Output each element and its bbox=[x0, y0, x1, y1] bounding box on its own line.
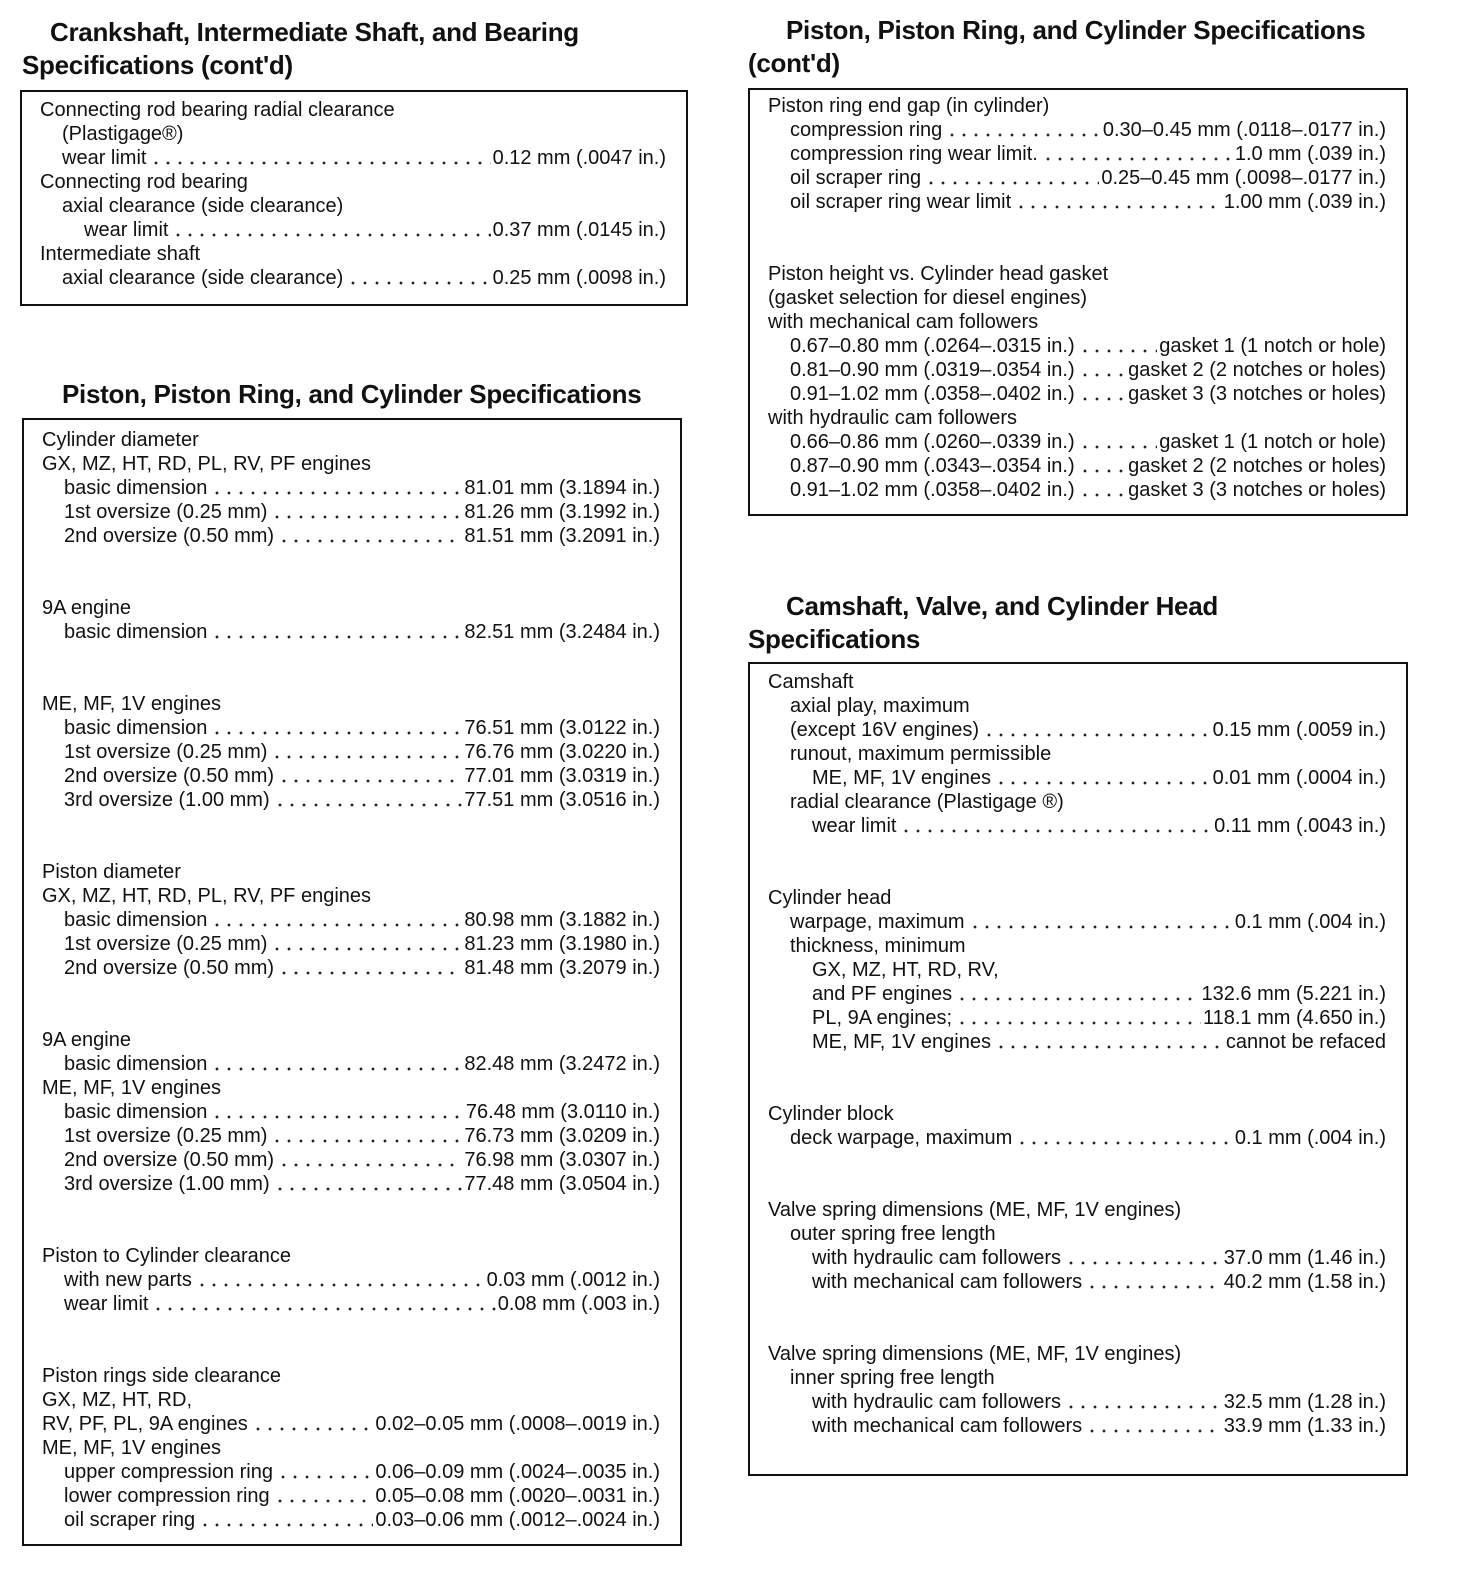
spec-value: 1.00 mm (.039 in.) bbox=[1223, 191, 1386, 213]
leader-dots bbox=[271, 947, 462, 951]
leader-dots bbox=[271, 515, 462, 519]
leader-dots bbox=[900, 829, 1212, 833]
spec-label: GX, MZ, HT, RD, PL, RV, PF engines bbox=[42, 453, 372, 475]
spec-row bbox=[768, 142, 1386, 166]
spec-label: basic dimension bbox=[64, 1053, 208, 1075]
spec-label: wear limit bbox=[64, 1293, 149, 1315]
leader-dots bbox=[199, 1523, 373, 1527]
spec-value: 0.1 mm (.004 in.) bbox=[1234, 1127, 1386, 1149]
spec-row bbox=[768, 1126, 1386, 1150]
spec-row bbox=[40, 98, 666, 122]
leader-dots bbox=[252, 1427, 374, 1431]
spec-label: ME, MF, 1V engines bbox=[812, 767, 991, 789]
spec-row bbox=[42, 1436, 660, 1460]
spec-row bbox=[768, 406, 1386, 430]
spec-label: wear limit bbox=[84, 219, 169, 241]
leader-dots bbox=[995, 781, 1211, 785]
spec-row bbox=[42, 1028, 660, 1052]
spec-label: inner spring free length bbox=[790, 1367, 995, 1389]
spec-value: gasket 1 (1 notch or hole) bbox=[1159, 335, 1386, 357]
right-top-title-line1: Piston, Piston Ring, and Cylinder Specifications bbox=[786, 15, 1366, 45]
spec-label: 9A engine bbox=[42, 1029, 131, 1051]
right-main-title bbox=[748, 590, 1218, 656]
spec-value: 0.12 mm (.0047 in.) bbox=[492, 147, 666, 169]
spec-label: Cylinder head bbox=[768, 887, 892, 909]
spec-row bbox=[768, 286, 1386, 310]
spec-row bbox=[768, 1102, 1386, 1126]
leader-dots bbox=[278, 1163, 462, 1167]
leader-dots bbox=[1079, 397, 1126, 401]
spec-value: 82.51 mm (3.2484 in.) bbox=[464, 621, 660, 643]
leader-dots bbox=[347, 281, 490, 285]
leader-dots bbox=[277, 1475, 373, 1479]
leader-dots bbox=[1079, 469, 1126, 473]
spec-label: radial clearance (Plastigage ®) bbox=[790, 791, 1064, 813]
leader-dots bbox=[211, 731, 462, 735]
spec-row bbox=[768, 982, 1386, 1006]
piston-spec-box bbox=[22, 418, 682, 1546]
spec-row bbox=[42, 1076, 660, 1100]
spec-label: oil scraper ring bbox=[790, 167, 922, 189]
spec-row bbox=[42, 1052, 660, 1076]
leader-dots bbox=[152, 1307, 495, 1311]
spec-label: lower compression ring bbox=[64, 1485, 270, 1507]
spec-value: 81.26 mm (3.1992 in.) bbox=[464, 501, 660, 523]
leader-dots bbox=[211, 1067, 462, 1071]
spec-row bbox=[42, 716, 660, 740]
spec-row bbox=[42, 1244, 660, 1268]
spec-value: 76.73 mm (3.0209 in.) bbox=[464, 1125, 660, 1147]
leader-dots bbox=[956, 997, 1199, 1001]
spec-label: wear limit bbox=[812, 815, 897, 837]
spec-label: 0.91–1.02 mm (.0358–.0402 in.) bbox=[790, 383, 1075, 405]
spec-value: 76.51 mm (3.0122 in.) bbox=[464, 717, 660, 739]
leader-dots bbox=[1079, 445, 1158, 449]
spec-row bbox=[768, 310, 1386, 334]
spec-row bbox=[768, 1270, 1386, 1294]
spec-label: ME, MF, 1V engines bbox=[812, 1031, 991, 1053]
leader-dots bbox=[274, 1187, 463, 1191]
piston-ring-spec-box bbox=[748, 88, 1408, 516]
left-top-title bbox=[22, 16, 579, 82]
leader-dots bbox=[1065, 1261, 1222, 1265]
leader-dots bbox=[278, 779, 462, 783]
spec-value: 0.37 mm (.0145 in.) bbox=[492, 219, 666, 241]
leader-dots bbox=[172, 233, 490, 237]
spec-label: axial clearance (side clearance) bbox=[62, 267, 344, 289]
spec-label: basic dimension bbox=[64, 717, 208, 739]
leader-dots bbox=[925, 181, 1099, 185]
spec-row bbox=[42, 1388, 660, 1412]
spec-row bbox=[768, 454, 1386, 478]
spec-label: with hydraulic cam followers bbox=[812, 1247, 1061, 1269]
left-main-title-text: Piston, Piston Ring, and Cylinder Specifications bbox=[62, 379, 642, 409]
spec-label: 0.87–0.90 mm (.0343–.0354 in.) bbox=[790, 455, 1075, 477]
spec-row bbox=[768, 1006, 1386, 1030]
spec-row bbox=[40, 242, 666, 266]
spec-value: 81.48 mm (3.2079 in.) bbox=[464, 957, 660, 979]
spec-value: gasket 1 (1 notch or hole) bbox=[1159, 431, 1386, 453]
leader-dots bbox=[1086, 1285, 1222, 1289]
spec-label: with mechanical cam followers bbox=[812, 1271, 1083, 1293]
spec-label: deck warpage, maximum bbox=[790, 1127, 1013, 1149]
spec-value: 0.11 mm (.0043 in.) bbox=[1214, 815, 1386, 837]
spec-label: 2nd oversize (0.50 mm) bbox=[64, 1149, 275, 1171]
leader-dots bbox=[1015, 205, 1222, 209]
spec-row bbox=[40, 194, 666, 218]
spec-row bbox=[42, 1508, 660, 1532]
spec-label: (gasket selection for diesel engines) bbox=[768, 287, 1088, 309]
spec-row bbox=[768, 886, 1386, 910]
spec-label: 3rd oversize (1.00 mm) bbox=[64, 1173, 270, 1195]
leader-dots bbox=[271, 755, 462, 759]
spec-label: 9A engine bbox=[42, 597, 131, 619]
spec-value: 77.01 mm (3.0319 in.) bbox=[464, 765, 660, 787]
spec-row bbox=[42, 1148, 660, 1172]
spec-row bbox=[42, 860, 660, 884]
spec-row bbox=[42, 764, 660, 788]
spec-label: Valve spring dimensions (ME, MF, 1V engines) bbox=[768, 1343, 1182, 1365]
spec-label: GX, MZ, HT, RD, bbox=[42, 1389, 192, 1411]
spec-label: thickness, minimum bbox=[790, 935, 966, 957]
spec-row bbox=[42, 1364, 660, 1388]
spec-label: Piston rings side clearance bbox=[42, 1365, 282, 1387]
spec-value: cannot be refaced bbox=[1225, 1031, 1386, 1053]
spec-row bbox=[40, 266, 666, 290]
spec-value: 76.48 mm (3.0110 in.) bbox=[465, 1101, 660, 1123]
left-top-title-line1: Crankshaft, Intermediate Shaft, and Bearing bbox=[50, 17, 579, 47]
leader-dots bbox=[211, 635, 462, 639]
spec-value: 81.23 mm (3.1980 in.) bbox=[464, 933, 660, 955]
spec-row bbox=[768, 670, 1386, 694]
spec-value: 82.48 mm (3.2472 in.) bbox=[464, 1053, 660, 1075]
left-top-title-line2: Specifications (cont'd) bbox=[22, 50, 293, 80]
spec-row bbox=[42, 1460, 660, 1484]
spec-label: basic dimension bbox=[64, 1101, 208, 1123]
spec-value: 0.25 mm (.0098 in.) bbox=[492, 267, 666, 289]
spec-value: gasket 3 (3 notches or holes) bbox=[1128, 383, 1386, 405]
spec-row bbox=[40, 122, 666, 146]
spec-label: and PF engines bbox=[812, 983, 953, 1005]
spec-value: 118.1 mm (4.650 in.) bbox=[1202, 1007, 1386, 1029]
spec-row bbox=[42, 1484, 660, 1508]
spec-row bbox=[768, 718, 1386, 742]
spec-label: 1st oversize (0.25 mm) bbox=[64, 501, 268, 523]
spec-value: 77.51 mm (3.0516 in.) bbox=[464, 789, 660, 811]
spec-row bbox=[768, 1198, 1386, 1222]
spec-label: Camshaft bbox=[768, 671, 854, 693]
leader-dots bbox=[196, 1283, 485, 1287]
leader-dots bbox=[271, 1139, 462, 1143]
spec-row bbox=[768, 478, 1386, 502]
spec-label: (except 16V engines) bbox=[790, 719, 980, 741]
spec-row bbox=[768, 118, 1386, 142]
spec-label: Connecting rod bearing radial clearance bbox=[40, 99, 395, 121]
right-top-title bbox=[748, 14, 1365, 80]
spec-value: 32.5 mm (1.28 in.) bbox=[1223, 1391, 1386, 1413]
spec-row bbox=[42, 452, 660, 476]
spec-label: 0.67–0.80 mm (.0264–.0315 in.) bbox=[790, 335, 1075, 357]
spec-row bbox=[42, 620, 660, 644]
spec-row bbox=[768, 166, 1386, 190]
spec-row bbox=[768, 766, 1386, 790]
spec-row bbox=[42, 1268, 660, 1292]
spec-row bbox=[42, 1172, 660, 1196]
leader-dots bbox=[211, 491, 462, 495]
spec-label: Connecting rod bearing bbox=[40, 171, 248, 193]
spec-label: GX, MZ, HT, RD, RV, bbox=[812, 959, 999, 981]
spec-label: Piston height vs. Cylinder head gasket bbox=[768, 263, 1109, 285]
spec-value: 0.05–0.08 mm (.0020–.0031 in.) bbox=[375, 1485, 660, 1507]
spec-row bbox=[768, 190, 1386, 214]
leader-dots bbox=[983, 733, 1211, 737]
leader-dots bbox=[956, 1021, 1201, 1025]
spec-label: Cylinder block bbox=[768, 1103, 894, 1125]
spec-label: 1st oversize (0.25 mm) bbox=[64, 933, 268, 955]
spec-row bbox=[42, 788, 660, 812]
spec-label: 0.91–1.02 mm (.0358–.0402 in.) bbox=[790, 479, 1075, 501]
spec-row bbox=[768, 1030, 1386, 1054]
spec-row bbox=[768, 358, 1386, 382]
spec-label: compression ring wear limit. bbox=[790, 143, 1038, 165]
spec-row bbox=[768, 934, 1386, 958]
spec-row bbox=[768, 262, 1386, 286]
spec-row bbox=[768, 814, 1386, 838]
spec-value: 40.2 mm (1.58 in.) bbox=[1223, 1271, 1386, 1293]
spec-value: 0.25–0.45 mm (.0098–.0177 in.) bbox=[1101, 167, 1386, 189]
spec-row bbox=[42, 596, 660, 620]
spec-row bbox=[768, 958, 1386, 982]
spec-label: 2nd oversize (0.50 mm) bbox=[64, 525, 275, 547]
spec-label: Piston to Cylinder clearance bbox=[42, 1245, 292, 1267]
spec-row bbox=[768, 694, 1386, 718]
spec-label: Valve spring dimensions (ME, MF, 1V engines) bbox=[768, 1199, 1182, 1221]
spec-row bbox=[42, 908, 660, 932]
spec-label: Intermediate shaft bbox=[40, 243, 201, 265]
spec-value: 1.0 mm (.039 in.) bbox=[1234, 143, 1386, 165]
spec-label: PL, 9A engines; bbox=[812, 1007, 953, 1029]
spec-label: runout, maximum permissible bbox=[790, 743, 1052, 765]
leader-dots bbox=[969, 925, 1233, 929]
spec-value: 0.08 mm (.003 in.) bbox=[497, 1293, 660, 1315]
spec-value: 81.01 mm (3.1894 in.) bbox=[464, 477, 660, 499]
spec-value: 80.98 mm (3.1882 in.) bbox=[464, 909, 660, 931]
spec-label: 1st oversize (0.25 mm) bbox=[64, 741, 268, 763]
leader-dots bbox=[1079, 493, 1126, 497]
spec-value: 76.76 mm (3.0220 in.) bbox=[464, 741, 660, 763]
spec-value: 132.6 mm (5.221 in.) bbox=[1201, 983, 1386, 1005]
spec-label: compression ring bbox=[790, 119, 943, 141]
leader-dots bbox=[274, 1499, 374, 1503]
spec-row bbox=[42, 500, 660, 524]
spec-row bbox=[40, 146, 666, 170]
spec-label: with mechanical cam followers bbox=[812, 1415, 1083, 1437]
spec-value: 81.51 mm (3.2091 in.) bbox=[464, 525, 660, 547]
spec-row bbox=[42, 932, 660, 956]
spec-row bbox=[768, 382, 1386, 406]
spec-row bbox=[42, 524, 660, 548]
spec-row bbox=[42, 692, 660, 716]
right-main-title-line1: Camshaft, Valve, and Cylinder Head bbox=[786, 591, 1218, 621]
spec-value: gasket 2 (2 notches or holes) bbox=[1128, 359, 1386, 381]
spec-value: 76.98 mm (3.0307 in.) bbox=[464, 1149, 660, 1171]
spec-value: 33.9 mm (1.33 in.) bbox=[1223, 1415, 1386, 1437]
spec-row bbox=[768, 430, 1386, 454]
spec-label: with hydraulic cam followers bbox=[768, 407, 1017, 429]
spec-value: gasket 3 (3 notches or holes) bbox=[1128, 479, 1386, 501]
spec-label: 2nd oversize (0.50 mm) bbox=[64, 765, 275, 787]
spec-row bbox=[768, 790, 1386, 814]
spec-value: 0.30–0.45 mm (.0118–.0177 in.) bbox=[1102, 119, 1386, 141]
left-main-title bbox=[62, 378, 641, 411]
spec-row bbox=[768, 1222, 1386, 1246]
leader-dots bbox=[1079, 373, 1126, 377]
spec-label: 2nd oversize (0.50 mm) bbox=[64, 957, 275, 979]
spec-label: GX, MZ, HT, RD, PL, RV, PF engines bbox=[42, 885, 372, 907]
spec-value: 37.0 mm (1.46 in.) bbox=[1223, 1247, 1386, 1269]
leader-dots bbox=[278, 971, 462, 975]
spec-label: ME, MF, 1V engines bbox=[42, 1437, 221, 1459]
leader-dots bbox=[278, 539, 462, 543]
spec-label: RV, PF, PL, 9A engines bbox=[42, 1413, 248, 1435]
camshaft-spec-box bbox=[748, 662, 1408, 1476]
spec-label: with mechanical cam followers bbox=[768, 311, 1039, 333]
leader-dots bbox=[211, 923, 462, 927]
leader-dots bbox=[211, 1115, 463, 1119]
spec-label: basic dimension bbox=[64, 477, 208, 499]
spec-label: axial clearance (side clearance) bbox=[62, 195, 344, 217]
spec-label: with hydraulic cam followers bbox=[812, 1391, 1061, 1413]
spec-label: ME, MF, 1V engines bbox=[42, 693, 221, 715]
spec-label: 0.66–0.86 mm (.0260–.0339 in.) bbox=[790, 431, 1075, 453]
spec-row bbox=[42, 740, 660, 764]
spec-row bbox=[768, 1366, 1386, 1390]
spec-value: 0.03–0.06 mm (.0012–.0024 in.) bbox=[375, 1509, 660, 1531]
spec-label: basic dimension bbox=[64, 621, 208, 643]
spec-row bbox=[768, 1390, 1386, 1414]
spec-value: 0.01 mm (.0004 in.) bbox=[1212, 767, 1386, 789]
spec-row bbox=[768, 1342, 1386, 1366]
spec-row bbox=[768, 334, 1386, 358]
spec-label: oil scraper ring wear limit bbox=[790, 191, 1012, 213]
spec-label: oil scraper ring bbox=[64, 1509, 196, 1531]
spec-row bbox=[42, 1100, 660, 1124]
leader-dots bbox=[274, 803, 463, 807]
spec-value: 0.02–0.05 mm (.0008–.0019 in.) bbox=[375, 1413, 660, 1435]
spec-row bbox=[42, 428, 660, 452]
leader-dots bbox=[1016, 1141, 1233, 1145]
spec-label: wear limit bbox=[62, 147, 147, 169]
spec-value: 0.06–0.09 mm (.0024–.0035 in.) bbox=[375, 1461, 660, 1483]
spec-label: upper compression ring bbox=[64, 1461, 273, 1483]
spec-row bbox=[42, 476, 660, 500]
leader-dots bbox=[946, 133, 1101, 137]
spec-value: 0.15 mm (.0059 in.) bbox=[1212, 719, 1386, 741]
spec-label: Piston diameter bbox=[42, 861, 181, 883]
spec-row bbox=[768, 94, 1386, 118]
spec-label: Piston ring end gap (in cylinder) bbox=[768, 95, 1050, 117]
spec-label: (Plastigage®) bbox=[62, 123, 184, 145]
spec-row bbox=[768, 1246, 1386, 1270]
spec-row bbox=[768, 1414, 1386, 1438]
spec-value: 77.48 mm (3.0504 in.) bbox=[464, 1173, 660, 1195]
spec-label: ME, MF, 1V engines bbox=[42, 1077, 221, 1099]
spec-label: warpage, maximum bbox=[790, 911, 965, 933]
spec-row bbox=[40, 218, 666, 242]
leader-dots bbox=[150, 161, 490, 165]
spec-label: 1st oversize (0.25 mm) bbox=[64, 1125, 268, 1147]
leader-dots bbox=[1079, 349, 1158, 353]
spec-label: basic dimension bbox=[64, 909, 208, 931]
spec-label: 0.81–0.90 mm (.0319–.0354 in.) bbox=[790, 359, 1075, 381]
spec-row bbox=[42, 956, 660, 980]
right-main-title-line2: Specifications bbox=[748, 624, 921, 654]
spec-row bbox=[42, 884, 660, 908]
spec-row bbox=[42, 1412, 660, 1436]
spec-row bbox=[768, 742, 1386, 766]
spec-label: with new parts bbox=[64, 1269, 192, 1291]
spec-row bbox=[42, 1124, 660, 1148]
spec-value: 0.1 mm (.004 in.) bbox=[1234, 911, 1386, 933]
right-top-title-line2: (cont'd) bbox=[748, 48, 840, 78]
spec-value: 0.03 mm (.0012 in.) bbox=[486, 1269, 660, 1291]
spec-row bbox=[42, 1292, 660, 1316]
spec-label: Cylinder diameter bbox=[42, 429, 199, 451]
spec-row bbox=[40, 170, 666, 194]
leader-dots bbox=[995, 1045, 1224, 1049]
spec-label: axial play, maximum bbox=[790, 695, 970, 717]
spec-value: gasket 2 (2 notches or holes) bbox=[1128, 455, 1386, 477]
spec-label: 3rd oversize (1.00 mm) bbox=[64, 789, 270, 811]
leader-dots bbox=[1065, 1405, 1222, 1409]
leader-dots bbox=[1086, 1429, 1222, 1433]
spec-row bbox=[768, 910, 1386, 934]
spec-label: outer spring free length bbox=[790, 1223, 996, 1245]
crankshaft-spec-box bbox=[20, 90, 688, 306]
leader-dots bbox=[1042, 157, 1233, 161]
